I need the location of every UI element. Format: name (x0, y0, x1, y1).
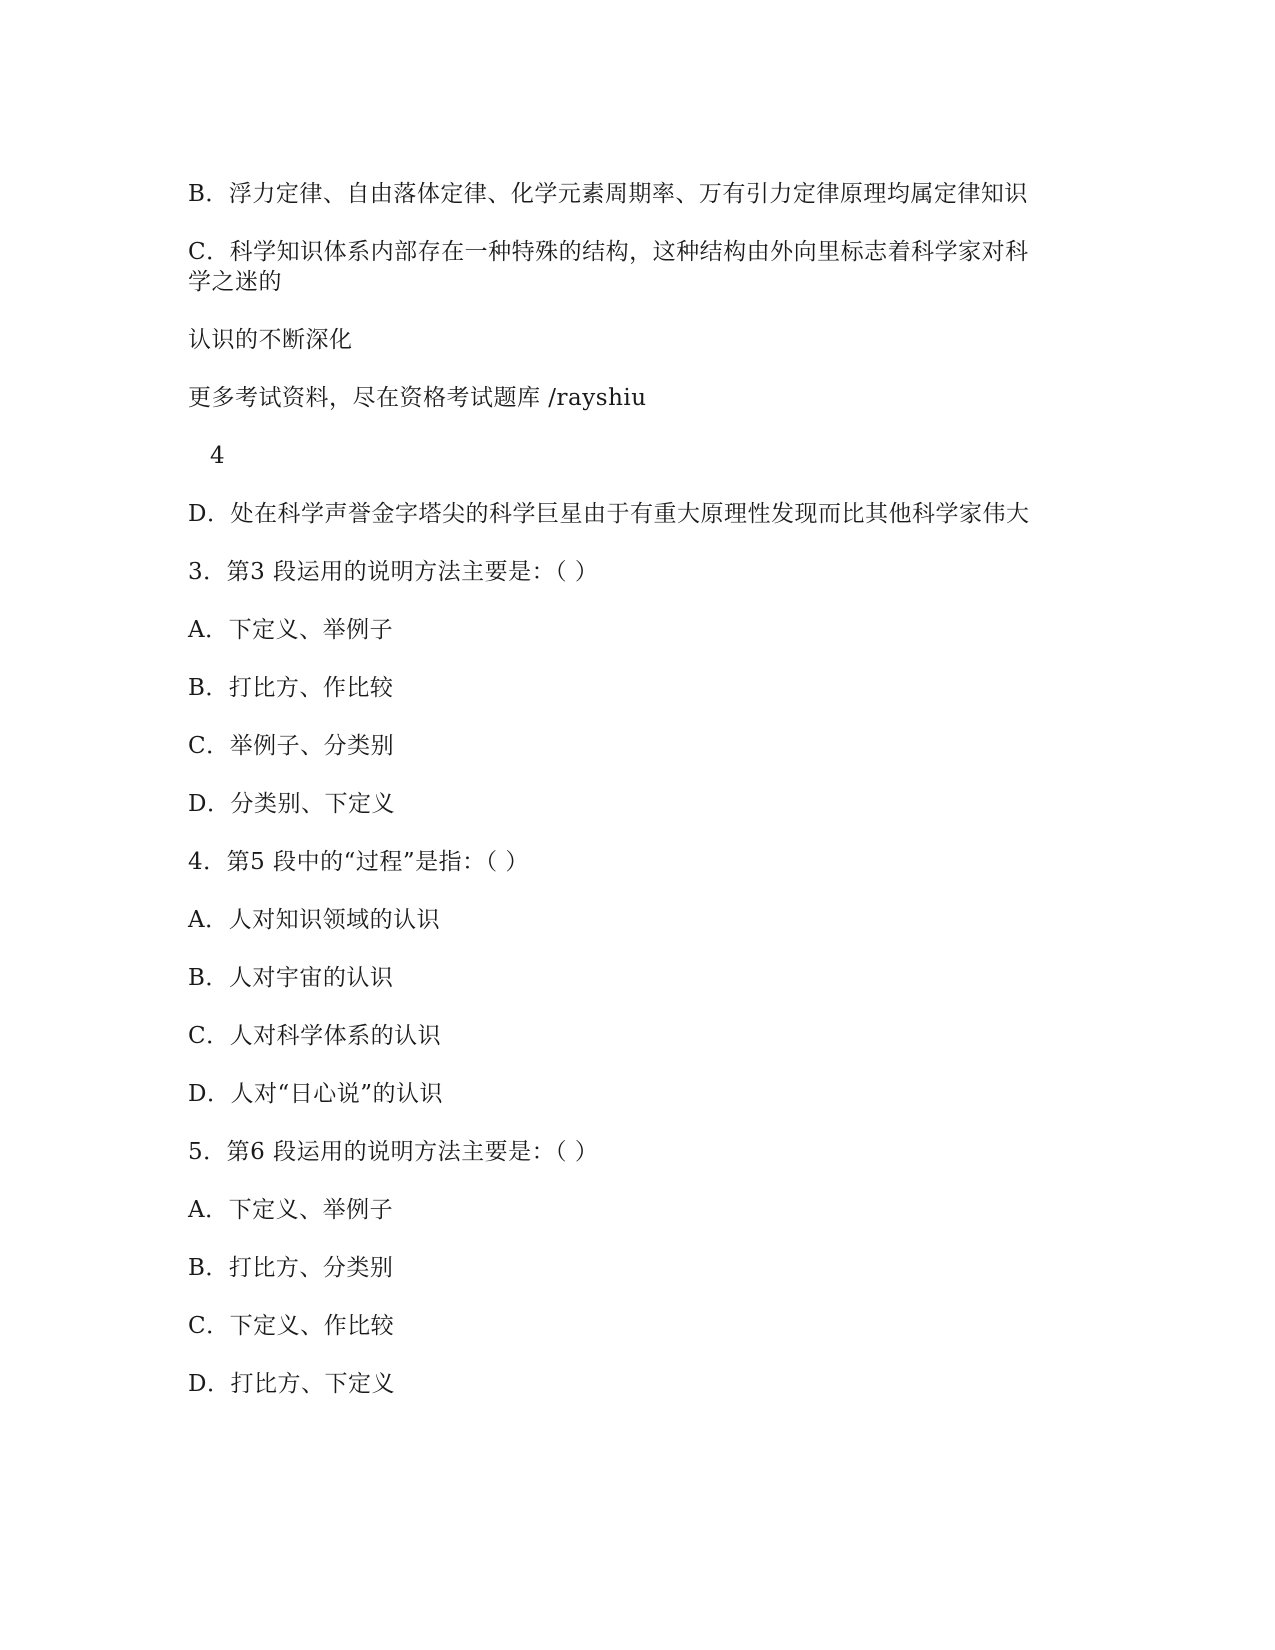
page-number: 4 (210, 443, 226, 469)
option-d-line: D．处在科学声誉金字塔尖的科学巨星由于有重大原理性发现而比其他科学家伟大 (188, 501, 1030, 527)
q3-option-d: D．分类别、下定义 (188, 791, 395, 817)
option-c-line: C．科学知识体系内部存在一种特殊的结构，这种结构由外向里标志着科学家对科 (188, 239, 1029, 265)
q3-option-b: B．打比方、作比较 (188, 675, 394, 701)
footer-note: 更多考试资料，尽在资格考试题库 /rayshiu (188, 385, 647, 411)
q3-option-c: C．举例子、分类别 (188, 733, 395, 759)
question-4: 4．第5 段中的“过程”是指：（ ） (188, 849, 529, 875)
q4-option-b: B．人对宇宙的认识 (188, 965, 394, 991)
q3-option-a: A．下定义、举例子 (188, 617, 394, 643)
q5-option-d: D．打比方、下定义 (188, 1371, 395, 1397)
question-5: 5．第6 段运用的说明方法主要是：（ ） (188, 1139, 599, 1165)
q5-option-a: A．下定义、举例子 (188, 1197, 394, 1223)
option-c-continuation-2: 认识的不断深化 (188, 327, 353, 353)
option-c-continuation: 学之迷的 (188, 269, 282, 295)
q5-option-b: B．打比方、分类别 (188, 1255, 394, 1281)
q4-option-a: A．人对知识领域的认识 (188, 907, 441, 933)
q4-option-d: D．人对“日心说”的认识 (188, 1081, 443, 1107)
q5-option-c: C．下定义、作比较 (188, 1313, 395, 1339)
question-3: 3．第3 段运用的说明方法主要是：（ ） (188, 559, 599, 585)
option-b-line: B．浮力定律、自由落体定律、化学元素周期率、万有引力定律原理均属定律知识 (188, 181, 1028, 207)
q4-option-c: C．人对科学体系的认识 (188, 1023, 442, 1049)
